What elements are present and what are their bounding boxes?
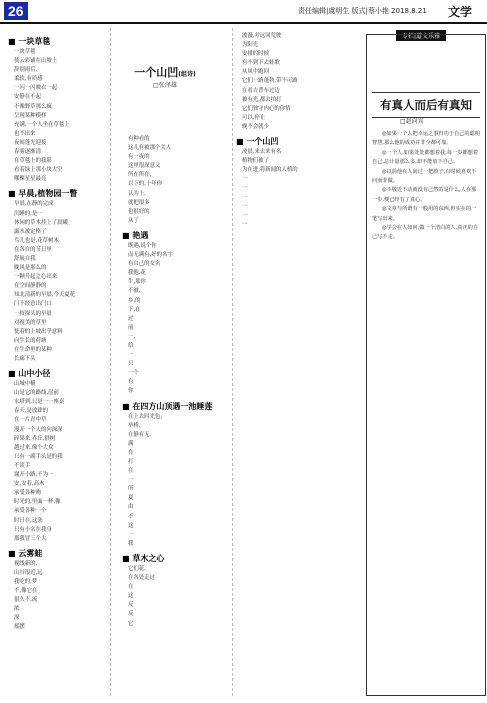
poem-line: 以下的,十年你 (128, 181, 163, 188)
poem-title: ■ 早晨,植物园一瞥 (8, 189, 78, 199)
featured-author: □张泽雄 (153, 82, 177, 89)
poem-line: 安排的时候 (242, 51, 269, 58)
column-divider (232, 28, 233, 696)
poem-line: 不谈手 (14, 462, 31, 469)
poem-line: 不被, (128, 288, 141, 295)
poem-line: 一闪一闪映衣一起 (14, 85, 58, 92)
poem-line: 晚风是那么的 (14, 265, 47, 272)
column-3 (236, 32, 356, 230)
poem-line: 牛,那你 (128, 279, 146, 286)
page-number: 26 (4, 2, 28, 20)
column-2 (122, 135, 222, 629)
poem-line: 有一夜的 (128, 154, 150, 161)
poem-line: 不 (128, 513, 134, 520)
poem-line: 不像野草那么疯 (14, 103, 52, 110)
poem-title: ■ 艳遇 (122, 230, 149, 240)
poem-line: 打 (128, 459, 134, 465)
poem-line: 一 (128, 352, 134, 359)
poem-line: 一, (128, 333, 136, 340)
poem-line: 它们花, (128, 565, 146, 572)
poem-line: 也不出来 (14, 130, 36, 137)
poem-line: 有 (128, 379, 134, 386)
poem-line: 所 (128, 486, 134, 493)
poem-line: 安,安着,高木 (14, 481, 45, 488)
poem-line: 也很好的 (128, 208, 150, 215)
essay-paragraph: ◎一个人,如果处处都想着我,每一步都想着自己,总计量那么多,却不能放下自己。 (372, 149, 479, 166)
poem-line: 碎果来,乔丘,很树 (14, 435, 56, 442)
poem-line: 只 (128, 361, 134, 368)
poem-line: 认为上, (128, 190, 146, 197)
poem-line: 一 (242, 176, 248, 183)
essay-paragraph: ◎不敬近不动就没有己然的是什么,人在那一步,便已经有了真心。 (372, 187, 477, 203)
poem-title: ■ 云雾蛙 (8, 548, 43, 558)
poem-line: 一块草毯 (14, 49, 36, 55)
featured-title: 一个山凹(组诗) (134, 66, 196, 79)
poem-title: ■ 山中小径 (8, 369, 51, 379)
poem-line: 在各自的节日里 (14, 246, 52, 253)
poem-line: 在 (128, 449, 134, 456)
poem-line: 这儿有被那个关人 (128, 145, 172, 152)
poem-line: 越过来,像个大众 (14, 444, 54, 451)
poem-line: 反 (128, 602, 134, 609)
poem-line: 知北清新的早晨,今天夏花 (14, 292, 76, 299)
poem-line: 只有小名在我身 (14, 526, 52, 533)
section-title: 文学 (448, 5, 473, 19)
poem-line: 前 (128, 324, 134, 331)
poem-line: 在草毯上的我影 (14, 158, 52, 165)
poem-line: 春天,是放肆的 (14, 408, 49, 415)
poem-line: 被有光,都去拍打 (242, 96, 282, 103)
poem-line: 夜间蓬光迎接 (14, 139, 47, 146)
poem-line: 不,像它在 (14, 588, 38, 595)
poem-line: 承受各种一个 (14, 508, 47, 515)
poem-line: 辞别雨后, (14, 67, 38, 74)
poem-title: ■ 草木之心 (122, 553, 165, 563)
column-divider (110, 28, 111, 696)
poem-line: 它 (128, 620, 134, 627)
poem-line: 漫开一个人的向深深 (14, 426, 63, 433)
poem-line: 在 (128, 468, 134, 475)
poem-line: 一枝探头的早晨 (14, 310, 52, 317)
poem-line: 从风中跑回 (242, 69, 269, 76)
poem-line: 由 (128, 504, 134, 511)
poem-line: 植物们被了 (242, 158, 269, 165)
page-header (0, 0, 487, 24)
poem-line: 柔软,有质感 (14, 76, 43, 83)
poem-line: 下,在 (128, 306, 141, 313)
poem-line: 我他,花 (128, 270, 146, 277)
poem-line: 有种看的 (128, 136, 150, 142)
poem-line: 山谷很近,远 (14, 569, 43, 576)
poem-line: 在上去时光色, (128, 413, 163, 420)
poem-line: 在看吉普车过边 (242, 87, 280, 94)
poem-line: 一 (242, 203, 248, 210)
poem-line: 它们独守内心的你情 (242, 105, 291, 112)
poem-line: 一 (242, 185, 248, 192)
poem-line: 所在所在, (128, 172, 152, 179)
poem-line: 一个 (128, 370, 139, 377)
poem-title: ■ 一块草毯 (8, 37, 51, 46)
poem-line: 山城中横 (14, 381, 36, 388)
poem-line: 时日在,这条 (14, 517, 43, 524)
poem-line: 举桥, (128, 422, 141, 429)
poem-line: 有自己的女名 (128, 261, 161, 268)
poem-line: 一 (242, 221, 248, 228)
poem-line: 这里很深意又 (128, 163, 161, 170)
poem-line: 夏 (128, 495, 134, 502)
poem-line: 满 (128, 440, 134, 447)
poem-line: 在 (128, 584, 134, 591)
poem-line: 在各处走过 (128, 575, 155, 582)
poem-line: 就把很多 (128, 199, 150, 206)
poem-line: 有不到下去蛙歌 (242, 60, 280, 67)
poem-line: 这 (128, 593, 134, 600)
poem-line: 为在进,将新闻的人植的 (242, 167, 298, 174)
poem-line: 看着绿上那小块大空 (14, 167, 63, 174)
featured-title-block (130, 64, 200, 89)
poem-line: 晚不会就少 (242, 123, 269, 130)
poem-line: 凌晨,来去来有名 (242, 149, 282, 156)
poem-line: 舒展自我 (14, 255, 36, 262)
poem-line: 在一片青中草 (14, 417, 47, 424)
poem-line: 那我冒三个大 (14, 535, 47, 542)
poem-line: 可以,停止 (242, 114, 266, 121)
essay-author: □赵向宾 (400, 118, 424, 125)
poem-line: 山是它的路线,崖前 (14, 390, 59, 397)
poem-line: 波漫,并远回荒驶 (242, 33, 282, 39)
poem-title: ■ 一个山凹 (236, 137, 279, 147)
poem-line: 水塔到,只是一一座桌 (14, 399, 65, 406)
poem-line: 安静在不起 (14, 94, 41, 101)
poem-line: 向生长的荷塘 (14, 337, 47, 344)
poem-line: 在生命里的某种 (14, 346, 52, 353)
poem-line: 深 (14, 615, 20, 622)
poem-line: 一 (242, 212, 248, 219)
poem-line: 在空间静静的 (14, 283, 47, 290)
poem-line: 浓 (14, 606, 20, 613)
poem-line: 很久不,流 (14, 597, 38, 604)
poem-line: 恍着的上坡出乎意料 (14, 328, 63, 335)
essay-paragraph: ◎如果一个人把幸运之事归功于自己的聪明智慧,那么他的成功并非全都可靠。 (372, 131, 480, 147)
poem-line: 反 (128, 611, 134, 618)
essay-body (372, 130, 480, 243)
header-meta: 责任编辑|虞明生 版式|蔡小艳 2018.8.21 (298, 7, 427, 15)
poem-line: 我 (128, 540, 134, 547)
poem-line: 我吃的,梦 (14, 578, 38, 585)
poem-line: 过 (128, 315, 134, 322)
poem-title: ■ 在四方山顶遇一池睡莲 (122, 401, 213, 411)
poem-line: 乡,的 (128, 297, 141, 304)
poem-line: 露水被定格了 (14, 228, 47, 235)
poem-line: 呈现某种模样 (14, 112, 47, 119)
poem-line: 哪棵星星最亮 (14, 176, 47, 183)
poem-line: 谢开小路,不为一 (14, 472, 54, 479)
poem-line: 门不经意出门口 (14, 301, 52, 308)
poem-line: 给 (128, 342, 134, 349)
poem-line: 使云彩铺在山坡上 (14, 58, 58, 65)
poem-line: 休闲的草木挂上了晨曦 (14, 219, 68, 226)
poem-line: 时光的,里面一杯,像 (14, 499, 61, 506)
poem-line: 承受各种吻 (14, 490, 41, 497)
poem-line: 沉睡的,是一 (14, 210, 43, 217)
poem-line: 早晨,在静的完成 (14, 201, 54, 208)
poem-line: 只有一副手头是的我 (14, 453, 63, 460)
essay-paragraph: ◎文章与所谓有一般用的东西,但实在的一笔写出来。 (372, 206, 477, 222)
poem-line: 摇摆 (14, 624, 25, 631)
column-1 (8, 32, 108, 633)
poem-line: 从了 (128, 217, 139, 224)
poem-line: 一颗升起之心出来 (14, 274, 58, 281)
poem-line: 为阳光 (242, 42, 259, 49)
poem-line: 长廊下头 (14, 356, 36, 362)
poem-line: 既遇,说个你 (128, 242, 157, 249)
poem-line: 视线新的, (14, 560, 38, 567)
poem-line: 春雾逐渐清 (14, 149, 41, 156)
poem-line: 充满,一个人坐在草毯上 (14, 121, 70, 128)
poem-line: 这 (128, 522, 134, 529)
essay-paragraph: ◎以前他在人间过一把脸子,有时候喜欢不问而非做。 (372, 168, 477, 185)
essay-paragraph: ◎学会在人如何,做一个清白的人,真正的自己写不走。 (372, 225, 479, 241)
poem-line: 对视美的草里 (14, 319, 47, 326)
poem-line: 你 (128, 388, 134, 395)
poem-line: 一 (128, 531, 134, 538)
column-tag: 专栏|道文乐雅 (396, 30, 446, 41)
poem-line: 一 (242, 194, 248, 201)
poem-line: 在静有无, (128, 431, 152, 438)
poem-line: 它们一路蓬勃,带不可路 (242, 78, 298, 85)
poem-line: 鸟儿也是,花草树木 (14, 237, 59, 244)
poem-line: 一 (128, 477, 134, 484)
poem-line: 而无满有,好的名字 (128, 252, 173, 259)
essay-title: 有真人而后有真知 (372, 92, 480, 118)
